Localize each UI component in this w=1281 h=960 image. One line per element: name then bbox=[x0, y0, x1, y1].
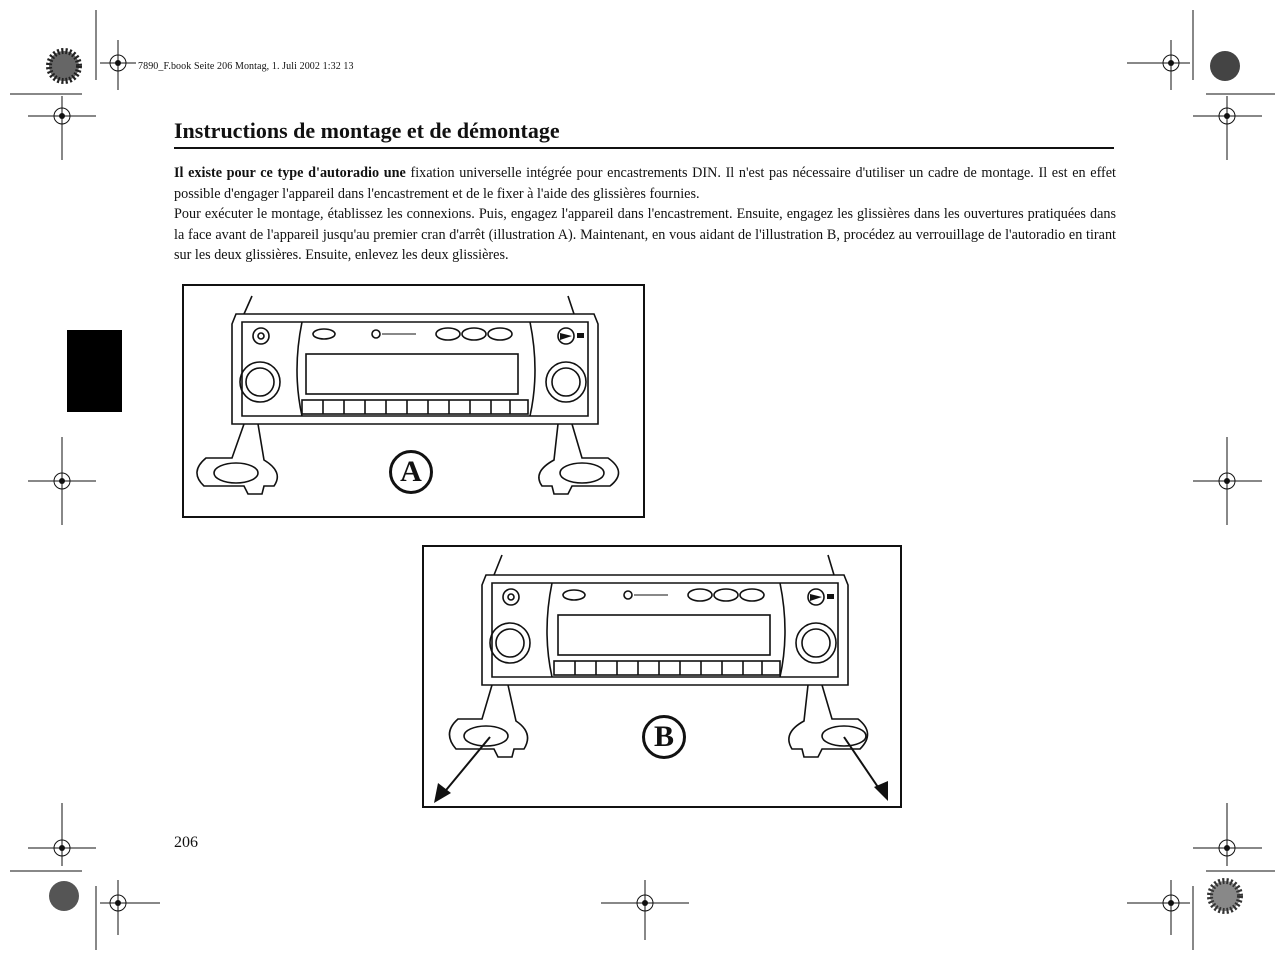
registration-mark-icon bbox=[1127, 803, 1275, 950]
figure-b bbox=[422, 545, 902, 808]
paragraph-1-rest: fixation universelle intégrée pour encastrements DIN. Il n'est pas nécessaire d'utiliser un cadre de montage. Il est en effet possible d'engager l'appareil dans l'encastrement et de le fixer à l'aide des glissières fournies. bbox=[174, 165, 1116, 202]
paragraph-2: Pour exécuter le montage, établissez les connexions. Puis, engagez l'appareil dans l'encastrement. Ensuite, engagez les glissières dans les ouvertures pratiquées dans la face avant de l'appareil jusqu'au premier cran d'arrêt (illustration A). Maintenant, en vous aidant de l'illustration B, procédez au verrouillage de l'autoradio en tirant sur les deux glissières. Ensuite, enlevez les deux glissières. bbox=[174, 206, 1116, 263]
paragraph-1 bbox=[174, 163, 1116, 204]
registration-mark-icon bbox=[10, 10, 136, 160]
book-header-note: 7890_F.book Seite 206 Montag, 1. Juli 2002 1:32 13 bbox=[138, 61, 354, 72]
figure-a bbox=[182, 284, 645, 518]
body-text bbox=[174, 163, 1116, 266]
chapter-tab bbox=[67, 330, 122, 412]
page-number: 206 bbox=[174, 834, 198, 851]
figure-b-label: B bbox=[642, 715, 686, 759]
paragraph-1-lead: Il existe pour ce type d'autoradio une bbox=[174, 165, 406, 181]
registration-mark-icon bbox=[10, 803, 160, 950]
figure-a-label: A bbox=[389, 450, 433, 494]
registration-mark-icon bbox=[601, 880, 689, 940]
page-title: Instructions de montage et de démontage bbox=[174, 118, 560, 143]
radio-illustration-b bbox=[424, 547, 904, 810]
registration-mark-icon bbox=[1127, 10, 1275, 160]
title-rule bbox=[174, 147, 1114, 149]
